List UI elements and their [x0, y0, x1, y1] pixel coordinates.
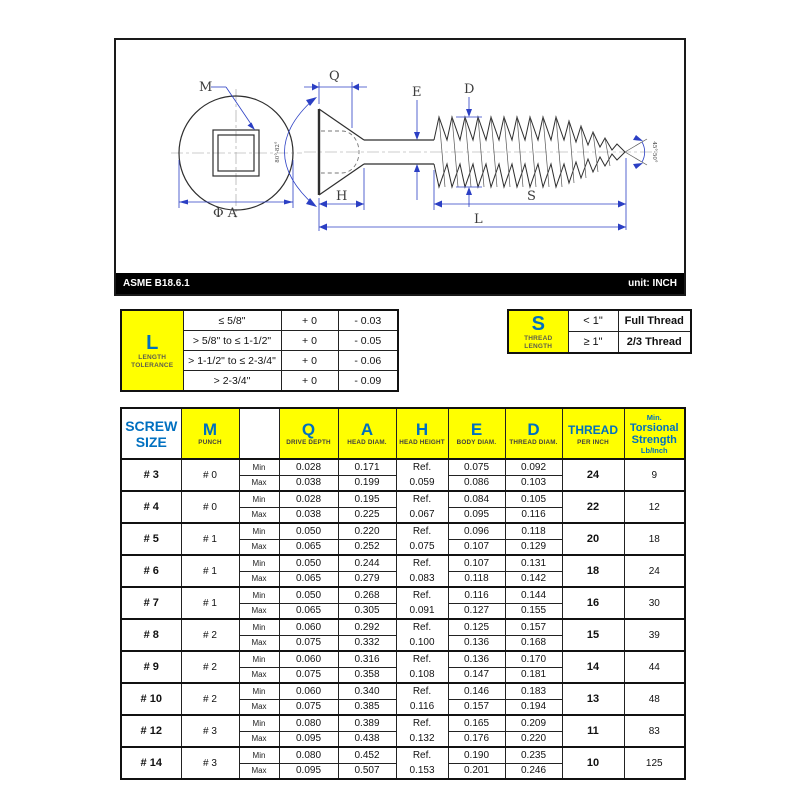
thread-rule: 2/3 Thread: [618, 332, 691, 354]
a-max-cell: 0.385: [338, 699, 396, 715]
e-min-cell: 0.107: [448, 555, 505, 571]
thread-per-inch-cell: 20: [562, 523, 624, 555]
e-min-cell: 0.125: [448, 619, 505, 635]
q-max-cell: 0.095: [279, 731, 338, 747]
h-ref-cell: Ref. 0.059: [396, 459, 448, 491]
tolerance-minus: - 0.05: [338, 331, 398, 351]
thread-rule: Full Thread: [618, 310, 691, 332]
length-range: > 2-3/4": [183, 371, 281, 392]
min-label: Min: [239, 523, 279, 539]
q-max-cell: 0.075: [279, 699, 338, 715]
e-max-cell: 0.107: [448, 539, 505, 555]
thread-length-header: S THREAD LENGTH: [508, 310, 568, 353]
thread-per-inch-cell: 13: [562, 683, 624, 715]
thread-per-inch-cell: 22: [562, 491, 624, 523]
d-max-cell: 0.129: [505, 539, 562, 555]
tolerance-minus: - 0.06: [338, 351, 398, 371]
q-min-cell: 0.080: [279, 715, 338, 731]
max-label: Max: [239, 539, 279, 555]
a-max-cell: 0.225: [338, 507, 396, 523]
a-min-cell: 0.340: [338, 683, 396, 699]
e-max-cell: 0.147: [448, 667, 505, 683]
head-diam-label: Φ A: [213, 206, 238, 221]
min-label: Min: [239, 747, 279, 763]
tolerance-plus: + 0: [281, 331, 338, 351]
q-min-cell: 0.060: [279, 683, 338, 699]
a-max-cell: 0.252: [338, 539, 396, 555]
thread-per-inch-cell: 14: [562, 651, 624, 683]
e-max-cell: 0.136: [448, 635, 505, 651]
screw-size-cell: # 3: [121, 459, 181, 491]
q-min-cell: 0.028: [279, 459, 338, 475]
d-min-cell: 0.092: [505, 459, 562, 475]
q-max-cell: 0.038: [279, 507, 338, 523]
min-label: Min: [239, 491, 279, 507]
d-max-cell: 0.168: [505, 635, 562, 651]
strength-cell: 12: [624, 491, 685, 523]
thread-length-table: [507, 309, 692, 354]
screw-size-cell: # 8: [121, 619, 181, 651]
length-condition: ≥ 1": [568, 332, 618, 354]
max-label: Max: [239, 635, 279, 651]
a-min-cell: 0.268: [338, 587, 396, 603]
e-max-cell: 0.118: [448, 571, 505, 587]
strength-cell: 30: [624, 587, 685, 619]
a-max-cell: 0.332: [338, 635, 396, 651]
q-min-cell: 0.050: [279, 587, 338, 603]
max-label: Max: [239, 571, 279, 587]
header-row: [121, 408, 685, 459]
thread-length-label: S: [527, 189, 536, 204]
length-dimension: [319, 210, 626, 231]
d-min-cell: 0.118: [505, 523, 562, 539]
punch-cell: # 1: [181, 523, 239, 555]
thread-per-inch-cell: 10: [562, 747, 624, 779]
min-label: Min: [239, 555, 279, 571]
drive-depth-label: Q: [329, 69, 340, 84]
punch-cell: # 0: [181, 491, 239, 523]
tolerance-plus: + 0: [281, 310, 338, 331]
drawing-title-bar: [116, 273, 684, 294]
d-min-cell: 0.144: [505, 587, 562, 603]
min-label: Min: [239, 459, 279, 475]
length-range: ≤ 5/8": [183, 310, 281, 331]
d-max-cell: 0.181: [505, 667, 562, 683]
a-min-cell: 0.292: [338, 619, 396, 635]
h-ref-cell: Ref. 0.067: [396, 491, 448, 523]
table-row: [121, 747, 685, 763]
head-height-column-header: H HEAD HEIGHT: [396, 408, 448, 459]
max-label: Max: [239, 475, 279, 491]
min-label: Min: [239, 683, 279, 699]
thread-diam-label: D: [464, 82, 475, 97]
punch-cell: # 0: [181, 459, 239, 491]
screw-size-cell: # 5: [121, 523, 181, 555]
torsional-strength-column-header: Min. Torsional Strength Lb/Inch: [624, 408, 685, 459]
letter-l: L: [146, 331, 159, 354]
d-min-cell: 0.105: [505, 491, 562, 507]
q-max-cell: 0.038: [279, 475, 338, 491]
length-tolerance-header: L LENGTH TOLERANCE: [121, 310, 183, 391]
table-row: [121, 683, 685, 699]
a-max-cell: 0.358: [338, 667, 396, 683]
max-label: Max: [239, 667, 279, 683]
strength-cell: 18: [624, 523, 685, 555]
q-min-cell: 0.050: [279, 555, 338, 571]
length-tolerance-table: [120, 309, 399, 392]
min-label: Min: [239, 587, 279, 603]
h-ref-cell: Ref. 0.108: [396, 651, 448, 683]
punch-cell: # 1: [181, 555, 239, 587]
a-min-cell: 0.316: [338, 651, 396, 667]
a-max-cell: 0.305: [338, 603, 396, 619]
e-min-cell: 0.136: [448, 651, 505, 667]
punch-column-header: M PUNCH: [181, 408, 239, 459]
q-max-cell: 0.075: [279, 635, 338, 651]
a-min-cell: 0.171: [338, 459, 396, 475]
q-max-cell: 0.095: [279, 763, 338, 779]
thread-per-inch-cell: 24: [562, 459, 624, 491]
d-max-cell: 0.142: [505, 571, 562, 587]
min-label: Min: [239, 715, 279, 731]
e-min-cell: 0.084: [448, 491, 505, 507]
h-ref-cell: Ref. 0.116: [396, 683, 448, 715]
length-condition: < 1": [568, 310, 618, 332]
strength-cell: 39: [624, 619, 685, 651]
letter-s: S: [531, 312, 545, 335]
a-max-cell: 0.279: [338, 571, 396, 587]
table-row: [121, 459, 685, 475]
h-ref-cell: Ref. 0.083: [396, 555, 448, 587]
d-max-cell: 0.220: [505, 731, 562, 747]
length-range: > 1-1/2" to ≤ 2-3/4": [183, 351, 281, 371]
centerlines: [171, 89, 661, 218]
min-label: Min: [239, 651, 279, 667]
minmax-spacer-header: [239, 408, 279, 459]
e-min-cell: 0.165: [448, 715, 505, 731]
d-max-cell: 0.116: [505, 507, 562, 523]
a-min-cell: 0.195: [338, 491, 396, 507]
table-row: [121, 715, 685, 731]
d-max-cell: 0.194: [505, 699, 562, 715]
e-max-cell: 0.095: [448, 507, 505, 523]
tolerance-minus: - 0.09: [338, 371, 398, 392]
q-max-cell: 0.065: [279, 539, 338, 555]
d-min-cell: 0.157: [505, 619, 562, 635]
punch-cell: # 1: [181, 587, 239, 619]
table-row: [121, 555, 685, 571]
max-label: Max: [239, 731, 279, 747]
q-max-cell: 0.065: [279, 571, 338, 587]
thread-diameter-dimension: [456, 82, 482, 207]
e-min-cell: 0.096: [448, 523, 505, 539]
screw-size-cell: # 14: [121, 747, 181, 779]
screw-size-cell: # 9: [121, 651, 181, 683]
a-max-cell: 0.507: [338, 763, 396, 779]
punch-cell: # 2: [181, 651, 239, 683]
thread-diam-column-header: D THREAD DIAM.: [505, 408, 562, 459]
a-min-cell: 0.244: [338, 555, 396, 571]
d-max-cell: 0.246: [505, 763, 562, 779]
punch-cell: # 2: [181, 683, 239, 715]
table-row: [121, 491, 685, 507]
length-label: L: [474, 212, 483, 227]
tolerance-plus: + 0: [281, 371, 338, 392]
d-min-cell: 0.170: [505, 651, 562, 667]
d-max-cell: 0.155: [505, 603, 562, 619]
e-max-cell: 0.157: [448, 699, 505, 715]
h-ref-cell: Ref. 0.100: [396, 619, 448, 651]
screw-size-cell: # 7: [121, 587, 181, 619]
a-max-cell: 0.199: [338, 475, 396, 491]
thread-per-inch-cell: 16: [562, 587, 624, 619]
body-diameter-dimension: [412, 85, 422, 200]
thread-length-dimension: [434, 158, 626, 230]
thread-per-inch-cell: 15: [562, 619, 624, 651]
h-ref-cell: Ref. 0.132: [396, 715, 448, 747]
d-min-cell: 0.131: [505, 555, 562, 571]
strength-cell: 24: [624, 555, 685, 587]
strength-cell: 48: [624, 683, 685, 715]
a-max-cell: 0.438: [338, 731, 396, 747]
screw-size-header: SCREW SIZE: [121, 408, 181, 459]
a-min-cell: 0.389: [338, 715, 396, 731]
d-min-cell: 0.183: [505, 683, 562, 699]
unit-note: unit: INCH: [628, 278, 677, 289]
q-min-cell: 0.060: [279, 651, 338, 667]
screw-size-cell: # 6: [121, 555, 181, 587]
punch-leader: [199, 80, 255, 130]
screw-technical-drawing: [116, 40, 684, 273]
q-min-cell: 0.080: [279, 747, 338, 763]
min-label: Min: [239, 619, 279, 635]
table-row: [121, 587, 685, 603]
max-label: Max: [239, 507, 279, 523]
screw-size-cell: # 12: [121, 715, 181, 747]
h-ref-cell: Ref. 0.153: [396, 747, 448, 779]
a-min-cell: 0.452: [338, 747, 396, 763]
drive-depth-column-header: Q DRIVE DEPTH: [279, 408, 338, 459]
thread-per-inch-cell: 11: [562, 715, 624, 747]
punch-cell: # 2: [181, 619, 239, 651]
e-min-cell: 0.190: [448, 747, 505, 763]
table-row: [121, 523, 685, 539]
e-max-cell: 0.127: [448, 603, 505, 619]
table-row: [121, 619, 685, 635]
h-ref-cell: Ref. 0.091: [396, 587, 448, 619]
d-min-cell: 0.209: [505, 715, 562, 731]
body-diam-column-header: E BODY DIAM.: [448, 408, 505, 459]
strength-cell: 83: [624, 715, 685, 747]
q-min-cell: 0.050: [279, 523, 338, 539]
strength-cell: 9: [624, 459, 685, 491]
thread-per-inch-column-header: THREAD PER INCH: [562, 408, 624, 459]
e-max-cell: 0.086: [448, 475, 505, 491]
head-height-dimension: [319, 168, 364, 210]
q-min-cell: 0.060: [279, 619, 338, 635]
length-range: > 5/8" to ≤ 1-1/2": [183, 331, 281, 351]
punch-cell: # 3: [181, 747, 239, 779]
q-max-cell: 0.065: [279, 603, 338, 619]
q-max-cell: 0.075: [279, 667, 338, 683]
punch-label: M: [199, 80, 213, 95]
standard-name: ASME B18.6.1: [123, 278, 190, 289]
tolerance-minus: - 0.03: [338, 310, 398, 331]
head-diam-column-header: A HEAD DIAM.: [338, 408, 396, 459]
head-angle-label: 80°-82°: [275, 141, 281, 163]
screw-size-cell: # 10: [121, 683, 181, 715]
e-max-cell: 0.176: [448, 731, 505, 747]
max-label: Max: [239, 763, 279, 779]
strength-cell: 125: [624, 747, 685, 779]
screw-size-cell: # 4: [121, 491, 181, 523]
e-min-cell: 0.116: [448, 587, 505, 603]
a-min-cell: 0.220: [338, 523, 396, 539]
max-label: Max: [239, 699, 279, 715]
e-max-cell: 0.201: [448, 763, 505, 779]
punch-cell: # 3: [181, 715, 239, 747]
max-label: Max: [239, 603, 279, 619]
thread-per-inch-cell: 18: [562, 555, 624, 587]
point-angle-label: 45°-50°: [651, 141, 657, 163]
e-min-cell: 0.146: [448, 683, 505, 699]
head-height-label: H: [336, 189, 348, 204]
d-max-cell: 0.103: [505, 475, 562, 491]
q-min-cell: 0.028: [279, 491, 338, 507]
h-ref-cell: Ref. 0.075: [396, 523, 448, 555]
table-row: [121, 651, 685, 667]
d-min-cell: 0.235: [505, 747, 562, 763]
tolerance-plus: + 0: [281, 351, 338, 371]
strength-cell: 44: [624, 651, 685, 683]
screw-dimensions-table: [120, 407, 686, 780]
drawing-frame: [114, 38, 686, 296]
body-diam-label: E: [412, 85, 422, 100]
e-min-cell: 0.075: [448, 459, 505, 475]
